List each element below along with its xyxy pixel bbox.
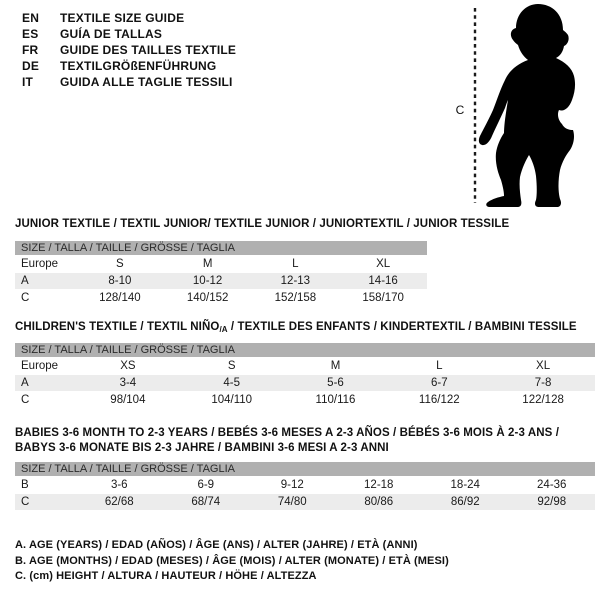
table-cell: 104/110 <box>211 394 253 406</box>
table-cell: 7-8 <box>534 377 552 389</box>
table-row-age <box>15 273 427 289</box>
table-cell: 8-10 <box>108 275 132 287</box>
language-code: IT <box>22 75 34 89</box>
language-code: FR <box>22 43 39 57</box>
table-cell: 98/104 <box>110 394 146 406</box>
babies-size-table <box>15 462 595 510</box>
table-cell: 128/140 <box>99 292 141 304</box>
table-cell: 116/122 <box>418 394 460 406</box>
table-cell: 12-13 <box>280 275 311 287</box>
table-cell: 80/86 <box>364 496 394 508</box>
table-cell: 122/128 <box>522 394 564 406</box>
table-cell: S <box>116 258 124 270</box>
guide-title: GUIDE DES TAILLES TEXTILE <box>60 43 237 57</box>
junior-size-table <box>15 241 427 306</box>
table-cell: XS <box>120 360 136 372</box>
babies-section-title <box>15 426 559 456</box>
row-label: A <box>21 275 29 287</box>
toddler-silhouette <box>479 4 575 207</box>
guide-title: TEXTILE SIZE GUIDE <box>60 11 185 25</box>
table-cell: 3-4 <box>119 377 137 389</box>
junior-section-title: JUNIOR TEXTILE / TEXTIL JUNIOR/ TEXTILE JUNIOR / JUNIORTEXTIL / JUNIOR TESSILE <box>15 218 510 230</box>
guide-title: TEXTILGRÖßENFÜHRUNG <box>60 59 217 73</box>
table-cell: 6-9 <box>197 479 215 491</box>
language-row <box>22 58 236 74</box>
row-label: C <box>21 496 30 508</box>
table-row-height <box>15 494 595 510</box>
table-cell: L <box>292 258 299 270</box>
children-size-table <box>15 343 595 408</box>
table-cell: 152/158 <box>274 292 317 304</box>
babies-title-line2: BABYS 3-6 MONATE BIS 2-3 JAHRE / BAMBINI 3-6 MESI A 2-3 ANNI <box>15 442 389 454</box>
size-table-header: SIZE / TALLA / TAILLE / GRÖSSE / TAGLIA <box>15 343 595 357</box>
babies-title-line1: BABIES 3-6 MONTH TO 2-3 YEARS / BEBÉS 3-6 MESES A 2-3 AÑOS / BÉBÉS 3-6 MOIS À 2-3 ANS / <box>15 427 559 439</box>
language-row <box>22 26 236 42</box>
language-title-list <box>22 10 236 90</box>
legend-line-c: C. (cm) HEIGHT / ALTURA / HAUTEUR / HÖHE / ALTEZZA <box>15 570 317 582</box>
row-label: Europe <box>21 360 59 372</box>
row-label: A <box>21 377 29 389</box>
table-cell: 14-16 <box>368 275 398 287</box>
table-cell: S <box>227 360 236 372</box>
table-cell: 62/68 <box>104 496 134 508</box>
table-cell: M <box>202 258 213 270</box>
table-cell: 140/152 <box>186 292 229 304</box>
language-code: DE <box>22 59 40 73</box>
language-code: EN <box>22 11 40 25</box>
table-cell: 4-5 <box>223 377 240 389</box>
table-cell: 68/74 <box>191 496 221 508</box>
row-label: B <box>21 479 29 491</box>
children-section-title <box>15 320 577 337</box>
language-row <box>22 10 236 26</box>
table-row-europe <box>15 256 427 272</box>
children-title-subscript: /A <box>219 325 228 334</box>
table-cell: 9-12 <box>280 479 304 491</box>
size-table-header: SIZE / TALLA / TAILLE / GRÖSSE / TAGLIA <box>15 241 427 255</box>
table-cell: 5-6 <box>327 377 344 389</box>
language-code: ES <box>22 27 39 41</box>
height-measure-label: C <box>455 103 465 117</box>
table-cell: 3-6 <box>110 479 128 491</box>
table-row-height <box>15 290 427 306</box>
language-row <box>22 42 236 58</box>
size-table-header: SIZE / TALLA / TAILLE / GRÖSSE / TAGLIA <box>15 462 595 476</box>
measure-legend <box>15 538 449 585</box>
guide-title: GUIDA ALLE TAGLIE TESSILI <box>60 75 233 89</box>
table-cell: 6-7 <box>430 377 448 389</box>
table-cell: 18-24 <box>450 479 480 491</box>
table-cell: 86/92 <box>450 496 480 508</box>
table-cell: 24-36 <box>537 479 567 491</box>
row-label: C <box>21 292 30 304</box>
table-cell: 74/80 <box>277 496 307 508</box>
legend-line-b: B. AGE (MONTHS) / EDAD (MESES) / ÂGE (MOIS) / ALTER (MONATE) / ETÀ (MESI) <box>15 554 449 567</box>
children-title-main: CHILDREN'S TEXTILE / TEXTIL NIÑO <box>15 321 220 333</box>
language-row <box>22 74 236 90</box>
table-cell: 110/116 <box>315 394 356 406</box>
table-cell: XL <box>536 360 551 372</box>
table-cell: 158/170 <box>362 292 404 304</box>
children-title-rest: / TEXTILE DES ENFANTS / KINDERTEXTIL / BAMBINI TESSILE <box>227 321 577 333</box>
table-row-age-months <box>15 477 595 493</box>
table-cell: 92/98 <box>537 496 567 508</box>
table-cell: 12-18 <box>364 479 394 491</box>
legend-line-a: A. AGE (YEARS) / EDAD (AÑOS) / ÂGE (ANS) / ALTER (JAHRE) / ETÀ (ANNI) <box>15 539 418 551</box>
table-row-age <box>15 375 595 391</box>
row-label: C <box>21 394 30 406</box>
guide-title: GUÍA DE TALLAS <box>60 27 163 41</box>
table-row-europe <box>15 358 595 374</box>
table-cell: L <box>436 360 443 372</box>
table-row-height <box>15 392 595 408</box>
table-cell: 10-12 <box>192 275 223 287</box>
row-label: Europe <box>21 258 59 270</box>
table-cell: XL <box>376 258 391 270</box>
table-cell: M <box>330 360 341 372</box>
